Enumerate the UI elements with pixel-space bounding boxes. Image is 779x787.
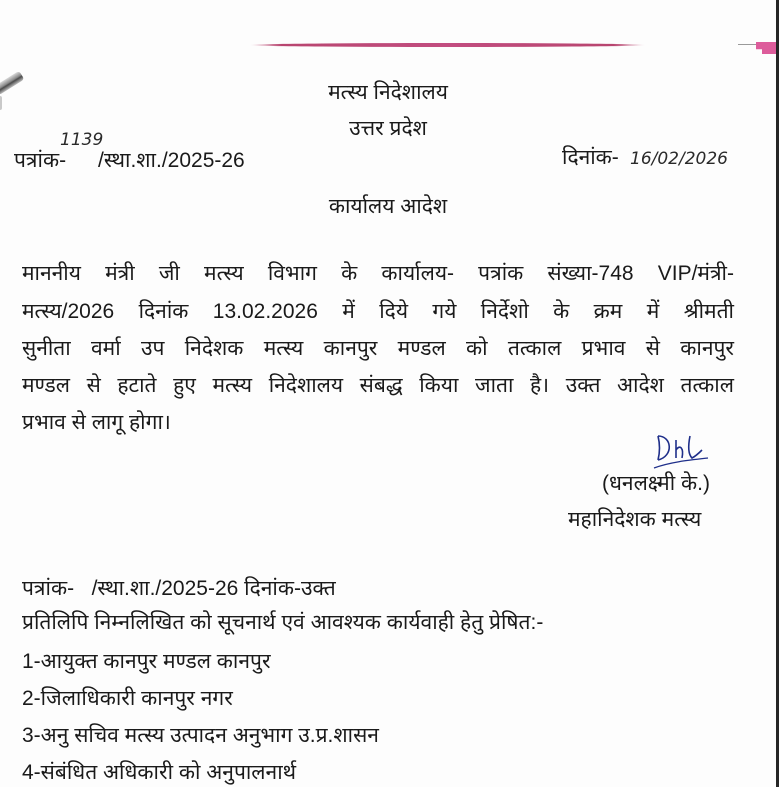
handwritten-reference-number: 1139 <box>60 130 104 150</box>
pencil-dash-mark <box>738 44 756 45</box>
body-line-4: मण्डल से हटाते हुए मत्स्य निदेशालय संबद्ध किया जाता है। उक्त आदेश तत्काल <box>22 374 734 397</box>
pink-highlighter-stroke <box>250 43 645 47</box>
handwritten-date: 16/02/2026 <box>630 149 728 169</box>
pink-corner-mark <box>756 42 776 54</box>
reference-suffix: /स्था.शा./2025-26 <box>98 149 245 172</box>
reference-label: पत्रांक- <box>14 149 67 172</box>
signatory-designation: महानिदेशक मत्स्य <box>568 508 702 531</box>
body-line-2: मत्स्य/2026 दिनांक 13.02.2026 में दिये गये निर्देशो के क्रम में श्रीमती <box>22 300 734 323</box>
body-line-3: सुनीता वर्मा उप निदेशक मत्स्य कानपुर मण्डल को तत्काल प्रभाव से कानपुर <box>22 337 734 360</box>
order-title: कार्यालय आदेश <box>328 195 448 218</box>
body-line-5: प्रभाव से लागू होगा। <box>22 411 171 434</box>
signature-icon <box>650 430 710 470</box>
recipient-item: 4-संबंधित अधिकारी को अनुपालनार्थ <box>22 761 297 784</box>
signatory-name: (धनलक्ष्मी के.) <box>602 472 710 495</box>
copy-intro: प्रतिलिपि निम्नलिखित को सूचनार्थ एवं आवश्यक कार्यवाही हेतु प्रेषित:- <box>22 611 544 634</box>
date-label: दिनांक- <box>562 146 619 169</box>
state-heading: उत्तर प्रदेश <box>349 117 427 140</box>
recipient-item: 3-अनु सचिव मत्स्य उत्पादन अनुभाग उ.प्र.शासन <box>22 724 379 747</box>
department-heading: मत्स्य निदेशालय <box>328 81 448 104</box>
copy-reference-line: पत्रांक- /स्था.शा./2025-26 दिनांक-उक्त <box>22 577 336 600</box>
body-line-1: माननीय मंत्री जी मत्स्य विभाग के कार्यालय- पत्रांक संख्या-748 VIP/मंत्री- <box>22 262 734 285</box>
recipient-item: 1-आयुक्त कानपुर मण्डल कानपुर <box>22 650 271 673</box>
recipient-item: 2-जिलाधिकारी कानपुर नगर <box>22 687 233 710</box>
